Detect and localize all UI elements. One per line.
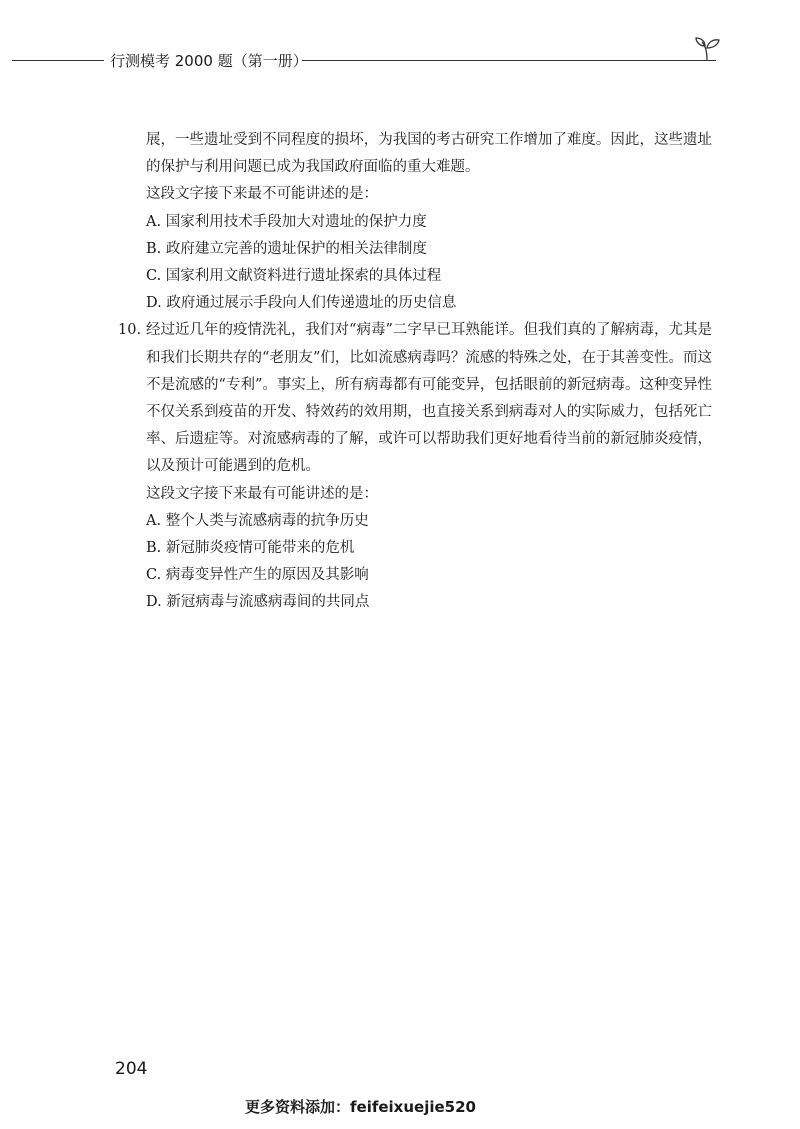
- q9-option-b: B. 政府建立完善的遗址保护的相关法律制度: [146, 240, 427, 257]
- question-10: [118, 317, 712, 480]
- q9-option-c: C. 国家利用文献资料进行遗址探索的具体过程: [146, 268, 442, 285]
- footer-watermark: 更多资料添加：feifeixuejie520: [245, 1098, 476, 1116]
- sprout-icon: [692, 34, 722, 62]
- q10-stem: 经过近几年的疫情洗礼，我们对“病毒”二字早已耳熟能详。但我们真的了解病毒，尤其是和我们长期共存的“老朋友”们，比如流感病毒吗？流感的特殊之处，在于其善变性。而这不是流感的“专利”。事实上，所有病毒都有可能变异，包括眼前的新冠病毒。这种变异性不仅关系到疫苗的开发、特效药的效用期，也直接关系到病毒对人的实际威力，包括死亡率、后遗症等。对流感病毒的了解，或许可以帮助我们更好地看待当前的新冠肺炎疫情，以及预计可能遇到的危机。: [146, 322, 712, 475]
- q10-option-a: A. 整个人类与流感病毒的抗争历史: [146, 512, 369, 529]
- passage-continuation: 展，一些遗址受到不同程度的损坏，为我国的考古研究工作增加了难度。因此，这些遗址的保护与利用问题已成为我国政府面临的重大难题。: [146, 132, 712, 176]
- page-number: 204: [115, 1059, 148, 1079]
- q9-option-d: D. 政府通过展示手段向人们传递遗址的历史信息: [146, 295, 457, 312]
- question-number: 10.: [118, 322, 142, 339]
- page-body: [118, 127, 712, 617]
- header-rule-left: [12, 60, 104, 61]
- q9-option-a: A. 国家利用技术手段加大对遗址的保护力度: [146, 213, 427, 230]
- header-rule-right: [302, 60, 716, 61]
- header-title: 行测模考 2000 题（第一册）: [110, 52, 308, 70]
- q9-prompt: 这段文字接下来最不可能讲述的是：: [146, 186, 378, 203]
- q10-prompt: 这段文字接下来最有可能讲述的是：: [146, 485, 378, 502]
- running-header: [12, 48, 716, 72]
- q10-option-d: D. 新冠病毒与流感病毒间的共同点: [146, 594, 370, 611]
- q10-option-c: C. 病毒变异性产生的原因及其影响: [146, 567, 369, 584]
- q10-option-b: B. 新冠肺炎疫情可能带来的危机: [146, 540, 355, 557]
